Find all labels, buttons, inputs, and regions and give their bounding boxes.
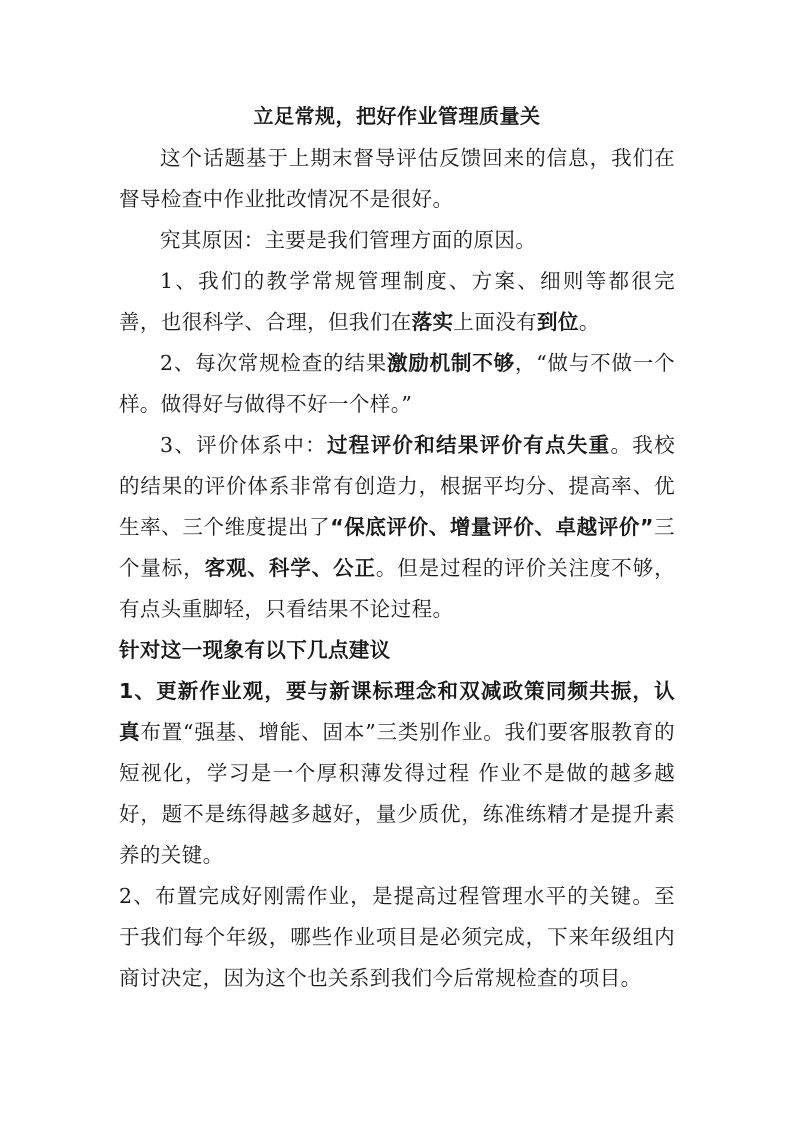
text-run: 。我校的结果的评价体系非常有创造力，根据平均分、提高率、优生率、三个维度提出了: [119, 433, 675, 539]
text-run: 三个量标，: [119, 515, 675, 580]
document-title: 立足常规，把好作业管理质量关: [253, 104, 541, 128]
bold-run: 激励机制不够: [387, 351, 515, 375]
text-run: 3、评价体系中：: [160, 433, 327, 457]
text-run: ，“做与不做一个样。做得好与做得不好一个样。”: [119, 351, 675, 416]
text-run: 1、我们的教学常规管理制度、方案、细则等都很完善，也很科学、合理，但我们在: [119, 269, 675, 334]
text-run: 。但是过程的评价关注度不够，有点头重脚轻，只看结果不论过程。: [119, 556, 675, 621]
text-run: 针对这一现象有以下几点建议: [119, 638, 391, 662]
bold-run: “保底评价、增量评价、卓越评价”: [330, 515, 654, 539]
text-run: 2、每次常规检查的结果: [160, 351, 388, 375]
bold-run: 客观、科学、公正: [204, 556, 376, 580]
paragraph-suggestion-2: [119, 876, 675, 999]
bold-run: 落实: [411, 310, 454, 334]
bold-run: 到位: [537, 310, 579, 334]
section-heading-suggestions: [119, 630, 675, 671]
text-run: 上面没有: [453, 310, 538, 334]
paragraph-cause-1: [119, 261, 675, 343]
paragraph-cause-2: [119, 343, 675, 425]
text-run: 究其原因：主要是我们管理方面的原因。: [160, 228, 537, 252]
text-run: 2、布置完成好刚需作业，是提高过程管理水平的关键。至于我们每个年级，哪些作业项目是必须完成，下来年级组内商讨决定，因为这个也关系到我们今后常规检查的项目。: [119, 884, 675, 990]
bold-run: 过程评价和结果评价有点失重: [327, 433, 611, 457]
document-page: [119, 100, 675, 999]
text-run: 这个话题基于上期末督导评估反馈回来的信息，我们在督导检查中作业批改情况不是很好。: [119, 146, 675, 211]
text-run: 。: [578, 310, 600, 334]
bold-run: 1、更新作业观，要与新课标理念和双减政策同频共振，认真: [119, 679, 675, 744]
paragraph-cause: [119, 220, 675, 261]
paragraph-suggestion-1: [119, 671, 675, 876]
paragraph-cause-3: [119, 425, 675, 630]
paragraph-intro: [119, 138, 675, 220]
text-run: 布置“强基、增能、固本”三类别作业。我们要客服教育的短视化，学习是一个厚积薄发得过程 作业不是做的越多越好，题不是练得越多越好，量少质优，练准练精才是提升素养的关键。: [119, 720, 676, 867]
